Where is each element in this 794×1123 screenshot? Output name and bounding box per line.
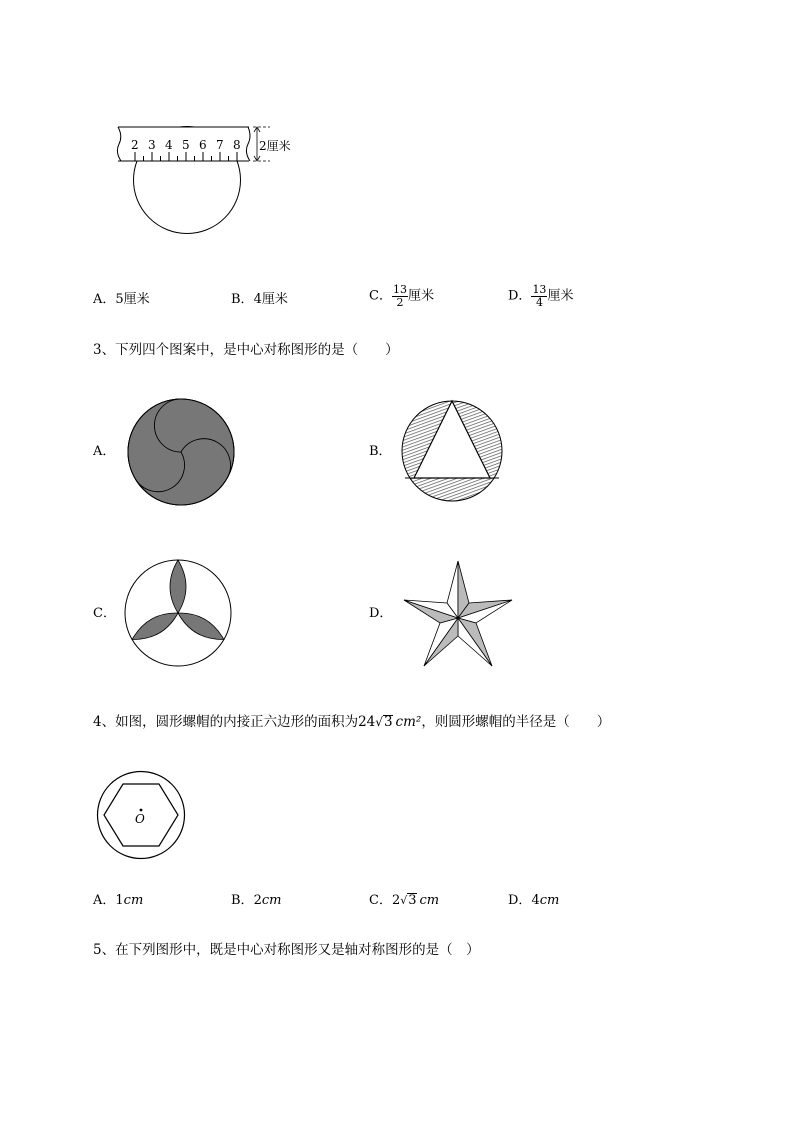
- sqrt-sign: √: [400, 894, 408, 907]
- q2-ruler-label: 2: [131, 138, 139, 152]
- q3-figure-d-star[interactable]: [401, 559, 515, 669]
- q4-option-d[interactable]: [508, 893, 559, 909]
- q2-option-a[interactable]: [93, 292, 150, 308]
- q3-label-c[interactable]: C．: [93, 606, 116, 621]
- q5-stem: 5、在下列图形中，既是中心对称图形又是轴对称图形的是（ ）: [93, 942, 480, 958]
- q2-width-label: 2厘米: [259, 139, 291, 153]
- option-unit: cm: [539, 893, 560, 908]
- option-letter: D．: [508, 288, 532, 304]
- q4-option-b[interactable]: [231, 893, 281, 909]
- q2-option-c[interactable]: [369, 284, 434, 309]
- q2-ruler-label: 5: [182, 138, 190, 152]
- q2-ruler-label: 6: [199, 138, 207, 152]
- q2-ruler-label: 7: [216, 138, 224, 152]
- q2-ruler-label: 4: [165, 138, 173, 152]
- q3-stem: 3、下列四个图案中，是中心对称图形的是（ ）: [93, 342, 399, 358]
- q4-unit: cm²: [395, 714, 422, 730]
- q4-stem-text: 4、如图，圆形螺帽的内接正六边形的面积为24: [93, 714, 376, 730]
- q2-ruler-label: 3: [148, 138, 156, 152]
- q4-stem-text: ，则圆形螺帽的半径是（ ）: [421, 714, 611, 730]
- option-unit: 厘米: [547, 288, 574, 304]
- option-unit: 厘米: [123, 292, 150, 307]
- option-value: 4: [531, 893, 540, 908]
- option-value: 5: [115, 292, 124, 307]
- q4-option-a[interactable]: [93, 893, 143, 909]
- q2-ruler-diagram: [0, 0, 794, 300]
- option-value: 2: [391, 893, 401, 908]
- option-fraction: $\frac{13}{2}$: [392, 283, 407, 309]
- q2-ruler-left-end: [117, 127, 121, 161]
- option-letter: D．: [508, 893, 532, 908]
- sqrt-sign: √: [375, 715, 383, 729]
- q2-option-b[interactable]: [231, 292, 288, 308]
- q3-figure-a-swirl[interactable]: [127, 398, 235, 506]
- q4-option-c[interactable]: [369, 893, 439, 909]
- option-letter: B．: [231, 292, 254, 307]
- option-letter: C．: [369, 893, 392, 908]
- option-fraction: $\frac{13}{4}$: [532, 283, 547, 309]
- option-unit: cm: [419, 893, 440, 908]
- option-value: 1: [115, 893, 124, 908]
- option-unit: 厘米: [407, 288, 434, 304]
- option-letter: A．: [93, 292, 116, 307]
- option-letter: A．: [93, 893, 116, 908]
- center-point: [140, 809, 143, 812]
- q3-figure-b-triangle[interactable]: [401, 400, 503, 502]
- option-unit: cm: [123, 893, 144, 908]
- option-unit: cm: [261, 893, 282, 908]
- option-letter: B．: [231, 893, 254, 908]
- q2-option-d[interactable]: [508, 284, 573, 309]
- q4-stem: [93, 713, 610, 731]
- option-unit: 厘米: [261, 292, 288, 307]
- sqrt-argument: 3: [383, 714, 393, 730]
- q4-center-label: O: [135, 812, 145, 826]
- option-value: 2: [253, 893, 262, 908]
- q3-label-d[interactable]: D．: [369, 606, 393, 621]
- option-letter: C．: [369, 288, 392, 304]
- q2-ruler-label: 8: [233, 138, 241, 152]
- option-value: 4: [253, 292, 262, 307]
- q3-label-b[interactable]: B．: [369, 444, 392, 459]
- sqrt-argument: 3: [408, 893, 417, 908]
- q3-figure-c-petals[interactable]: [124, 559, 232, 667]
- q3-label-a[interactable]: A．: [93, 444, 116, 459]
